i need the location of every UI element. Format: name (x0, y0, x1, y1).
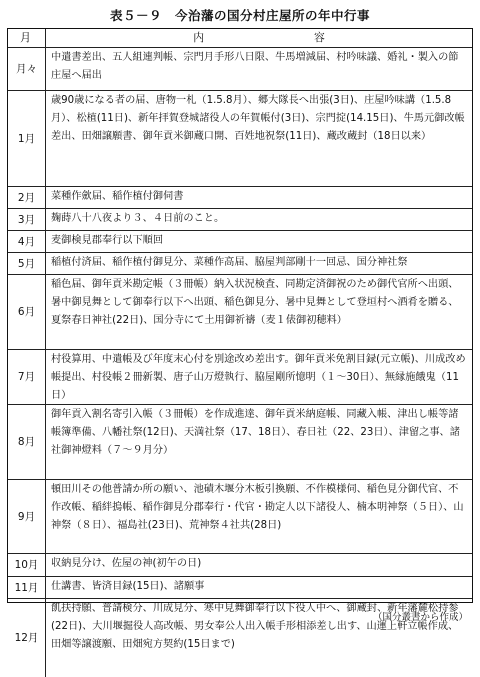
row-month: 2月 (8, 187, 46, 209)
row-month: 6月 (8, 275, 46, 350)
row-month: 11月 (8, 577, 46, 599)
header-content-right: 容 (314, 31, 325, 44)
row-content: 麦御検見郡奉行以下順回 (46, 231, 472, 253)
row-content: 歳90歳になる者の届、唐物一札（1.5.8月）、郷大隊長へ出張(3日)、庄屋吟味講（1.5.8月）、松植(11日)、新年拝賀登城諸役人の年賀帳付(3日)、宗門掟(14.15日)、牛馬元御改帳差出、田畑譲願書、御年貢米御蔵口開、百姓地祝祭(11日)、蔵改蔵封（18日以来） (46, 91, 472, 187)
row-month: 1月 (8, 91, 46, 187)
header-content (46, 29, 472, 48)
row-content: 頓田川その他普請か所の願い、池磧木堰分木板引換願、不作模様伺、稲色見分御代官、不作改帳、稲絆摀帳、稲作御見分郡奉行・代官・勘定人以下諸役人、楠本明神祭（５日）、山神祭（８日）、福島社(23日)、荒神祭４社共(28日) (46, 480, 472, 554)
row-content: 飢扶持願、普請検分、川成見分、寒中見舞御奉行以下役人中へ、御蔵封、新年藩麓松持参(22日)、大川堰掘役人高改帳、男女奉公人出入帳手形相添差し出す、山運上軒立帳作成、田畑等譲渡願、田畑宛方契約(15日まで) (51, 603, 459, 650)
row-month: 5月 (8, 253, 46, 275)
header-content-left: 内 (193, 31, 204, 44)
row-month: 9月 (8, 480, 46, 554)
table-title: 表５－９ 今治藩の国分村庄屋所の年中行事 (109, 8, 370, 23)
row-month: 4月 (8, 231, 46, 253)
row-content: 村役算用、中遣帳及び年度末心付を別途改め差出す。御年貢米免割目録(元立帳)、川成改め帳提出、村役帳２冊新製、唐子山万燈執行、脇屋剛所憶明（１～30日）、無縁施餓鬼（11日） (46, 350, 472, 405)
source-note: （国分叢書から作成） (372, 612, 468, 623)
row-month: 7月 (8, 350, 46, 405)
row-content: 菜種作歛届、稲作植付御伺書 (46, 187, 472, 209)
header-month: 月 (8, 29, 46, 48)
row-month: 月々 (8, 48, 46, 91)
row-content: 仕講書、皆済目録(15日)、諸願事 (46, 577, 472, 599)
row-content: 麹蒔八十八夜より３、４日前のこと。 (46, 209, 472, 231)
row-content: 御年貢入割名寄引入帳（３冊帳）を作成進達、御年貢米納庭帳、同藏入帳、津出し帳等諸帳簿準備、八幡社祭(12日)、天満社祭（17、18日）、春日社（22、23日）、津留之事、諸社御神燈料（７～９月分） (46, 405, 472, 480)
row-content: 稲色届、御年貢米勘定帳（３冊帳）納入状況検査、同勘定済御祝のため御代官所へ出頭、暑中御見舞として御奉行以下へ出頭、稲色御見分、暑中見舞として登垣村へ酒肴を贈る、夏祭春日神社(22日)、国分寺にて土用御祈禱（麦１俵御初穂料） (46, 275, 472, 350)
row-month: 3月 (8, 209, 46, 231)
row-content: 中遣書差出、五人組連判帳、宗門月手形八日限、牛馬増減届、村吟味議、婚礼・製入の節庄屋へ届出 (46, 48, 472, 91)
row-month: 12月 (8, 599, 46, 677)
row-month: 8月 (8, 405, 46, 480)
row-month: 10月 (8, 554, 46, 577)
row-content: 収納見分け、佐屋の神(初午の日) (46, 554, 472, 577)
row-content: 稲植付済届、稲作植付御見分、菜種作高届、脇屋判部剛十一回忌、国分神社祭 (46, 253, 472, 275)
